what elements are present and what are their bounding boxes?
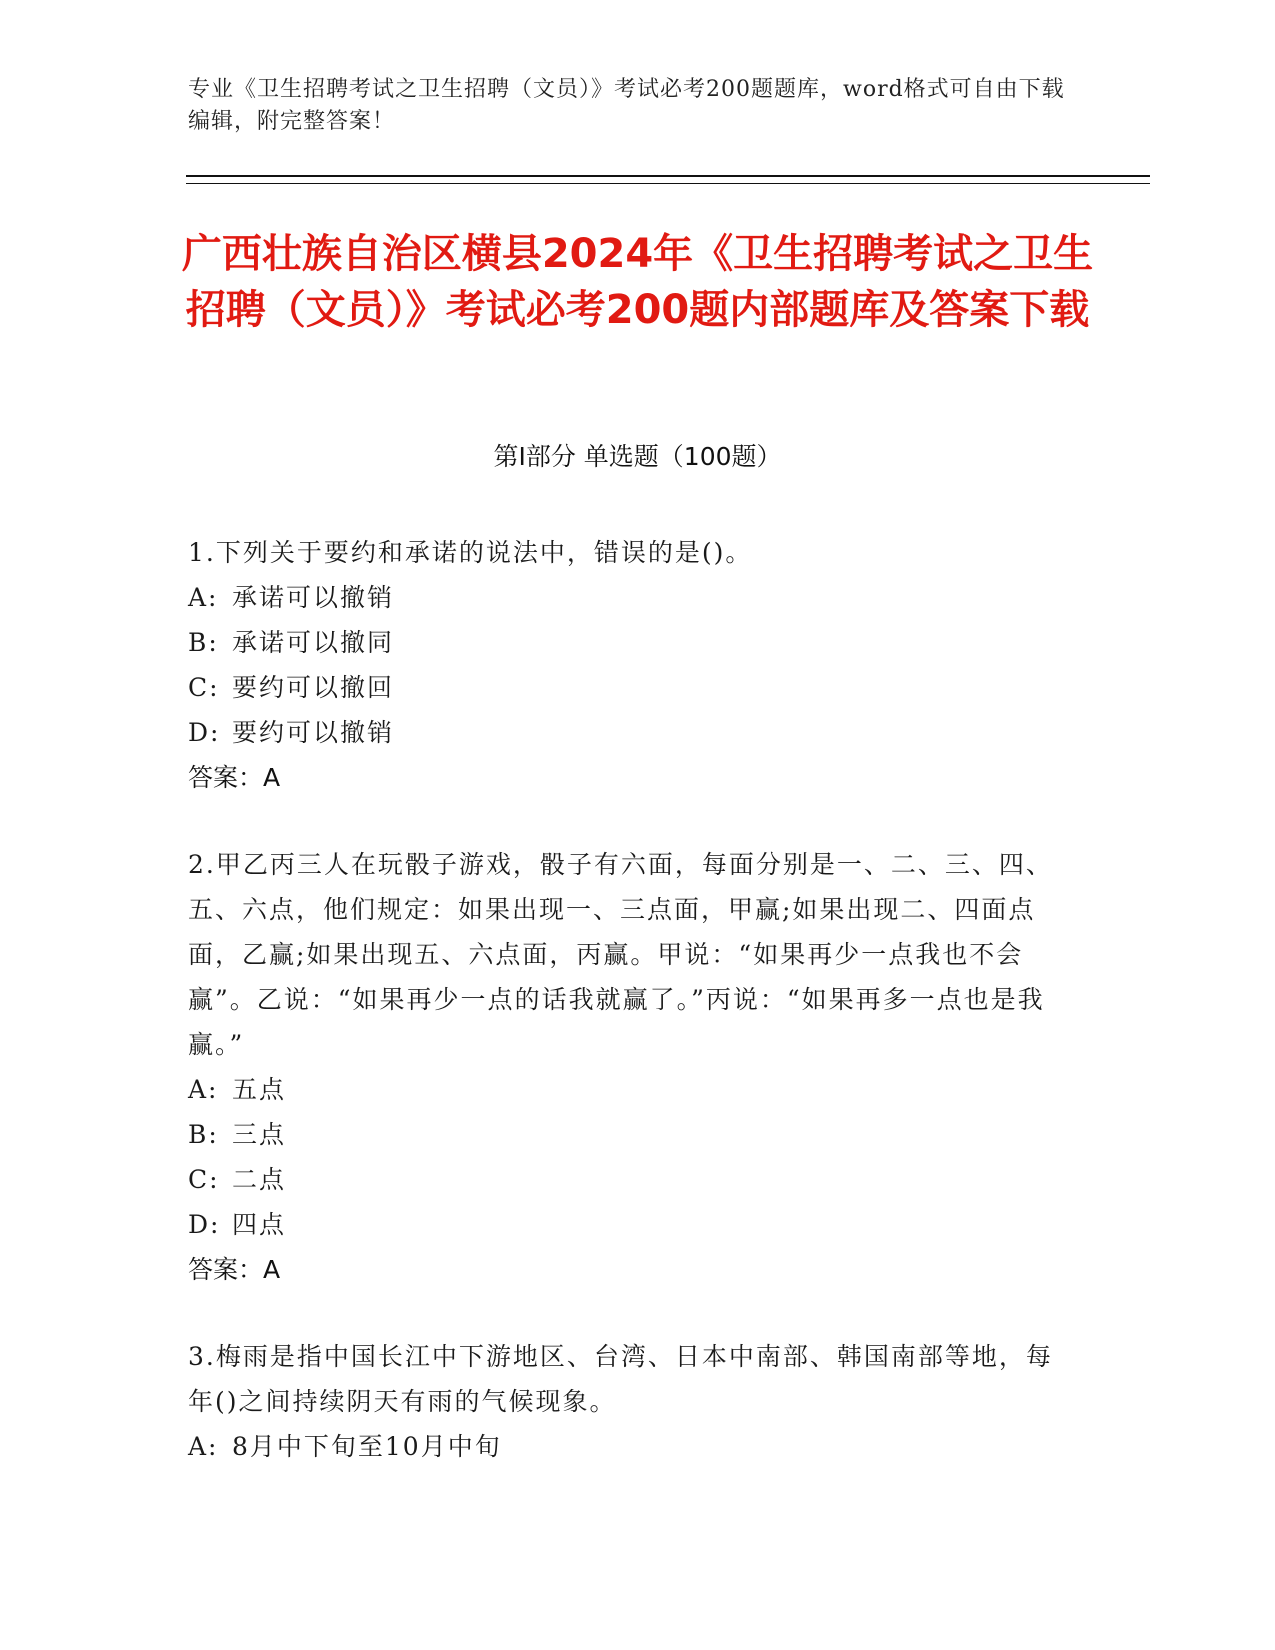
option-a <box>188 1424 1068 1469</box>
option-text: 要约可以撤回 <box>232 673 395 702</box>
option-b <box>188 1112 1068 1157</box>
option-text: 承诺可以撤销 <box>232 583 395 612</box>
question-stem: 3.梅雨是指中国长江中下游地区、台湾、日本中南部、韩国南部等地，每年()之间持续阴天有雨的气候现象。 <box>188 1342 1053 1416</box>
option-c <box>188 1157 1068 1202</box>
section-heading: 第I部分 单选题（100题） <box>493 442 782 471</box>
option-c <box>188 665 1068 710</box>
option-d <box>188 1202 1068 1247</box>
option-text: 四点 <box>232 1210 287 1239</box>
header-note: 专业《卫生招聘考试之卫生招聘（文员）》考试必考200题题库，word格式可自由下载编辑，附完整答案！ <box>188 77 1065 134</box>
header-divider-thin <box>186 183 1150 184</box>
option-key: A: <box>188 1075 219 1104</box>
option-b <box>188 620 1068 665</box>
option-d <box>188 710 1068 755</box>
option-key: D: <box>188 1210 221 1239</box>
document-title: 广西壮族自治区横县2024年《卫生招聘考试之卫生招聘（文员）》考试必考200题内部题库及答案下载 <box>181 231 1094 333</box>
header-divider-thick <box>186 175 1150 177</box>
option-text: 8月中下旬至10月中旬 <box>232 1432 502 1461</box>
option-text: 要约可以撤销 <box>232 718 395 747</box>
option-text: 三点 <box>232 1120 287 1149</box>
option-key: A: <box>188 1432 219 1461</box>
option-key: D: <box>188 718 221 747</box>
option-a <box>188 1067 1068 1112</box>
option-a <box>188 575 1068 620</box>
question-1 <box>188 530 1068 800</box>
option-key: C: <box>188 673 220 702</box>
question-2 <box>188 842 1068 1292</box>
option-text: 承诺可以撤同 <box>232 628 395 657</box>
option-key: B: <box>188 1120 219 1149</box>
option-text: 五点 <box>232 1075 287 1104</box>
answer-line: 答案：A <box>188 1255 281 1284</box>
option-key: B: <box>188 628 219 657</box>
question-3 <box>188 1334 1068 1469</box>
question-stem: 1.下列关于要约和承诺的说法中，错误的是()。 <box>188 538 753 567</box>
question-stem: 2.甲乙丙三人在玩骰子游戏，骰子有六面，每面分别是一、二、三、四、五、六点，他们规定：如果出现一、三点面，甲赢;如果出现二、四面点面，乙赢;如果出现五、六点面，丙赢。甲说：“如果再少一点我也不会赢”。乙说：“如果再少一点的话我就赢了。”丙说：“如果再多一点也是我赢。” <box>188 850 1053 1059</box>
answer-line: 答案：A <box>188 763 281 792</box>
option-key: C: <box>188 1165 220 1194</box>
option-text: 二点 <box>232 1165 287 1194</box>
option-key: A: <box>188 583 219 612</box>
question-list <box>188 530 1068 1511</box>
